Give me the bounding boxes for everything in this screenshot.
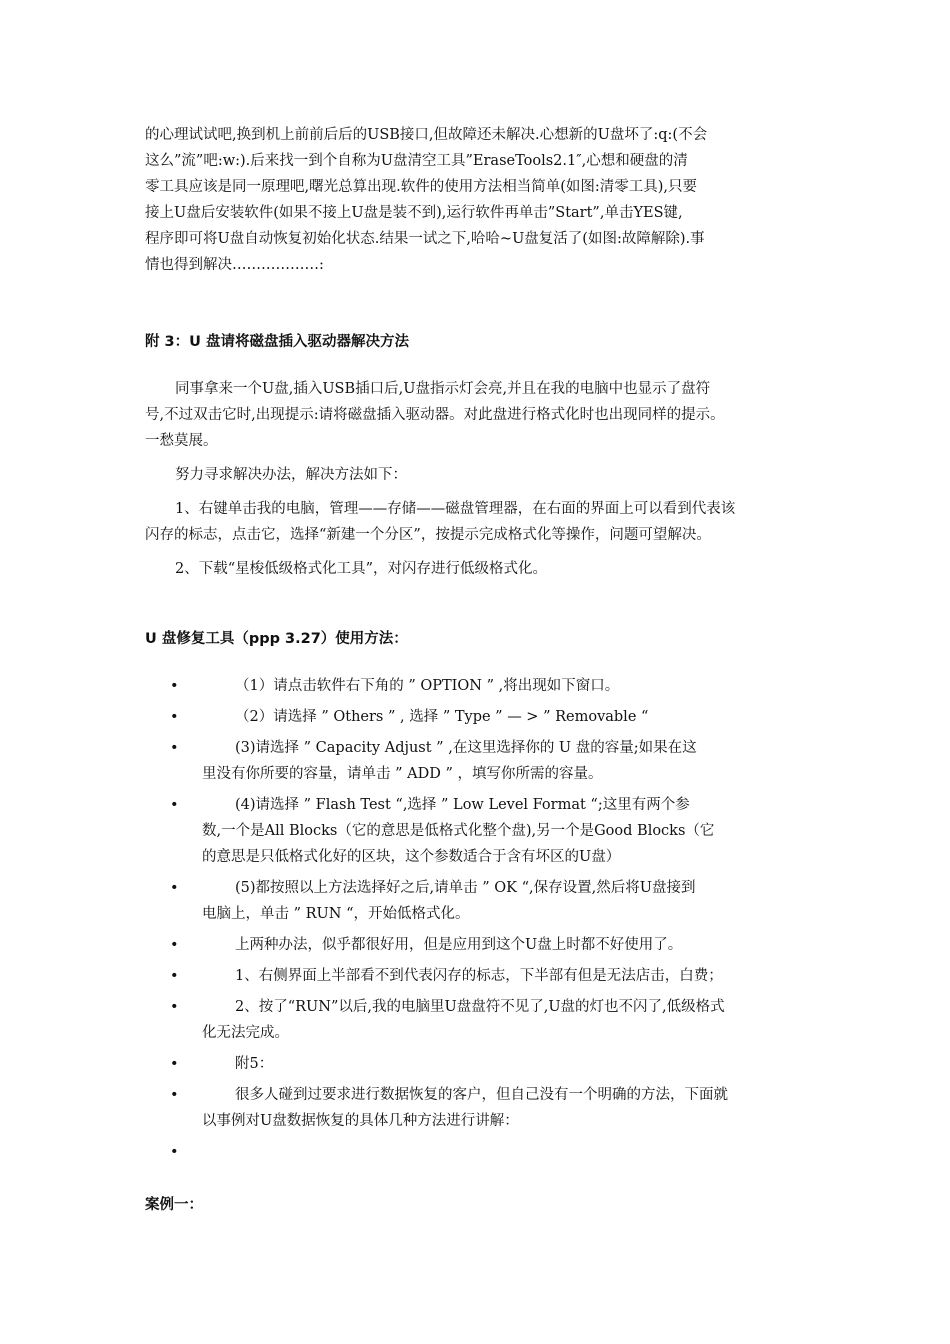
- list-item-text: 里没有你所要的容量，请单击 ” ADD ” ，填写你所需的容量。: [202, 766, 603, 782]
- list-item: [145, 963, 815, 989]
- list-item: [145, 792, 815, 870]
- list-item-text: 以事例对U盘数据恢复的具体几种方法进行讲解：: [202, 1113, 519, 1129]
- list-item-text: 1、右侧界面上半部看不到代表闪存的标志，下半部有但是无法店击，白费；: [235, 968, 723, 984]
- bullet-icon: •: [170, 937, 179, 953]
- bullet-list: [145, 673, 815, 1170]
- list-item-text: 的意思是只低格式化好的区块，这个参数适合于含有坏区的U盘）: [202, 849, 621, 865]
- bullet-icon: •: [170, 678, 179, 694]
- list-item-text: 化无法完成。: [202, 1025, 289, 1041]
- text-line: 接上U盘后安装软件(如果不接上U盘是装不到),运行软件再单击”Start”,单击YES键,: [145, 205, 683, 221]
- list-item: [145, 875, 815, 927]
- list-item-text: 很多人碰到过要求进行数据恢复的客户，但自己没有一个明确的方法，下面就: [235, 1087, 728, 1103]
- text-line: 这么”流”吧:w:).后来找一到个自称为U盘清空工具”EraseTools2.1″,心想和硬盘的清: [145, 153, 688, 169]
- list-item: [145, 735, 815, 787]
- bullet-icon: •: [170, 797, 179, 813]
- list-item: [145, 932, 815, 958]
- list-item-text: （2）请选择 ” Others ” , 选择 ” Type ” — > ” Removable “: [235, 709, 649, 725]
- list-item-text: （1）请点击软件右下角的 ” OPTION ” ,将出现如下窗口。: [235, 678, 620, 694]
- list-item: [145, 1082, 815, 1134]
- list-item-text: 数,一个是All Blocks（它的意思是低格式化整个盘),另一个是Good Blocks（它: [202, 823, 715, 839]
- section-body-fu3: [145, 376, 815, 582]
- paragraph-line: 努力寻求解决办法，解决方法如下：: [175, 467, 407, 483]
- list-item-text: [202, 1139, 815, 1165]
- list-item: [145, 1139, 815, 1165]
- text-line: 程序即可将U盘自动恢复初始化状态.结果一试之下,哈哈~U盘复活了(如图:故障解除).事: [145, 231, 705, 247]
- bullet-icon: •: [170, 968, 179, 984]
- paragraph-line: 一愁莫展。: [145, 433, 218, 449]
- bullet-icon: •: [170, 740, 179, 756]
- list-item: [145, 704, 815, 730]
- section-heading-fu3: 附 3：U 盘请将磁盘插入驱动器解决方法: [145, 334, 409, 350]
- paragraph-line: 号,不过双击它时,出现提示:请将磁盘插入驱动器。对此盘进行格式化时也出现同样的提示。: [145, 407, 725, 423]
- paragraph-erase-tools: [145, 122, 815, 278]
- paragraph-line: 闪存的标志，点击它，选择“新建一个分区”，按提示完成格式化等操作，问题可望解决。: [145, 527, 711, 543]
- list-item-text: 附5：: [235, 1056, 274, 1072]
- list-item-text: (3)请选择 ” Capacity Adjust ” ,在这里选择你的 U 盘的容量;如果在这: [235, 740, 697, 756]
- text-line: 情也得到解决………………:: [145, 257, 324, 273]
- paragraph-line: 2、下载“星梭低级格式化工具”，对闪存进行低级格式化。: [175, 561, 548, 577]
- paragraph-line: 1、右键单击我的电脑，管理——存储——磁盘管理器，在右面的界面上可以看到代表该: [175, 501, 736, 517]
- bullet-icon: •: [170, 999, 179, 1015]
- list-item-text: 电脑上，单击 ” RUN “，开始低格式化。: [202, 906, 470, 922]
- list-item: [145, 994, 815, 1046]
- section-heading-case-one: 案例一：: [145, 1197, 203, 1213]
- bullet-icon: •: [170, 880, 179, 896]
- bullet-icon: •: [170, 1056, 179, 1072]
- paragraph-line: 同事拿来一个U盘,插入USB插口后,U盘指示灯会亮,并且在我的电脑中也显示了盘符: [175, 381, 711, 397]
- text-line: 的心理试试吧,换到机上前前后后的USB接口,但故障还未解决.心想新的U盘坏了:q:(不会: [145, 127, 708, 143]
- bullet-icon: •: [170, 1087, 179, 1103]
- bullet-icon: •: [170, 709, 179, 725]
- list-item: [145, 1051, 815, 1077]
- list-item-text: (4)请选择 ” Flash Test “,选择 ” Low Level Format “;这里有两个参: [235, 797, 690, 813]
- list-item-text: 2、按了“RUN”以后,我的电脑里U盘盘符不见了,U盘的灯也不闪了,低级格式: [235, 999, 725, 1015]
- list-item-text: (5)都按照以上方法选择好之后,请单击 ” OK “,保存设置,然后将U盘接到: [235, 880, 696, 896]
- list-item: [145, 673, 815, 699]
- list-item-text: 上两种办法，似乎都很好用，但是应用到这个U盘上时都不好使用了。: [235, 937, 683, 953]
- section-heading-repair-tool: U 盘修复工具（ppp 3.27）使用方法：: [145, 631, 408, 647]
- bullet-icon: •: [170, 1144, 179, 1160]
- text-line: 零工具应该是同一原理吧,曙光总算出现.软件的使用方法相当简单(如图:清零工具),只要: [145, 179, 698, 195]
